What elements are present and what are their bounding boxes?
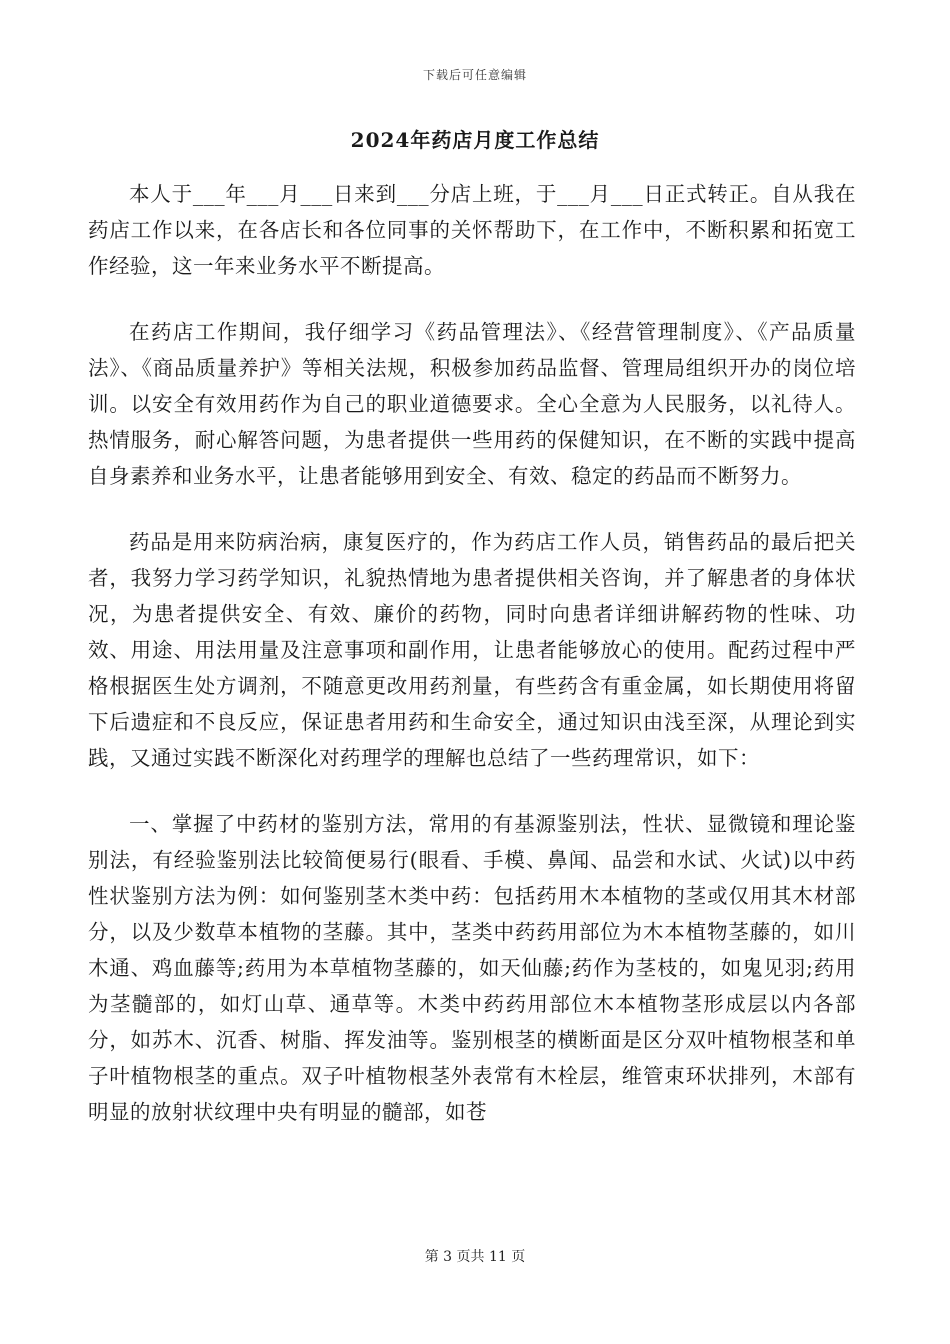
document-body xyxy=(88,176,856,1160)
paragraph-3: 药品是用来防病治病，康复医疗的，作为药店工作人员，销售药品的最后把关者，我努力学习药学知识，礼貌热情地为患者提供相关咨询，并了解患者的身体状况，为患者提供安全、有效、廉价的药物，同时向患者详细讲解药物的性味、功效、用途、用法用量及注意事项和副作用，让患者能够放心的使用。配药过程中严格根据医生处方调剂，不随意更改用药剂量，有些药含有重金属，如长期使用将留下后遗症和不良反应，保证患者用药和生命安全，通过知识由浅至深，从理论到实践，又通过实践不断深化对药理学的理解也总结了一些药理常识，如下： xyxy=(88,530,856,770)
page-footer: 第 3 页共 11 页 xyxy=(424,1249,526,1265)
paragraph-4: 一、掌握了中药材的鉴别方法，常用的有基源鉴别法，性状、显微镜和理论鉴别法，有经验鉴别法比较简便易行(眼看、手模、鼻闻、品尝和水试、火试)以中药性状鉴别方法为例：如何鉴别茎木类中药：包括药用木本植物的茎或仅用其木材部分，以及少数草本植物的茎藤。其中，茎类中药药用部位为木本植物茎藤的，如川木通、鸡血藤等;药用为本草植物茎藤的，如天仙藤;药作为茎枝的，如鬼见羽;药用为茎髓部的，如灯山草、通草等。木类中药药用部位木本植物茎形成层以内各部分，如苏木、沉香、树脂、挥发油等。鉴别根茎的横断面是区分双叶植物根茎和单子叶植物根茎的重点。双子叶植物根茎外表常有木栓层，维管束环状排列，木部有明显的放射状纹理中央有明显的髓部，如苍 xyxy=(88,812,856,1124)
header-note: 下载后可任意编辑 xyxy=(422,68,527,82)
paragraph-1: 本人于___年___月___日来到___分店上班，于___月___日正式转正。自从我在药店工作以来，在各店长和各位同事的关怀帮助下，在工作中，不断积累和拓宽工作经验，这一年来业务水平不断提高。 xyxy=(88,182,856,278)
paragraph-2: 在药店工作期间，我仔细学习《药品管理法》、《经营管理制度》、《产品质量法》、《商品质量养护》等相关法规，积极参加药品监督、管理局组织开办的岗位培训。以安全有效用药作为自己的职业道德要求。全心全意为人民服务，以礼待人。热情服务，耐心解答问题，为患者提供一些用药的保健知识，在不断的实践中提高自身素养和业务水平，让患者能够用到安全、有效、稳定的药品而不断努力。 xyxy=(88,320,856,488)
document-title: 2024年药店月度工作总结 xyxy=(350,128,600,152)
